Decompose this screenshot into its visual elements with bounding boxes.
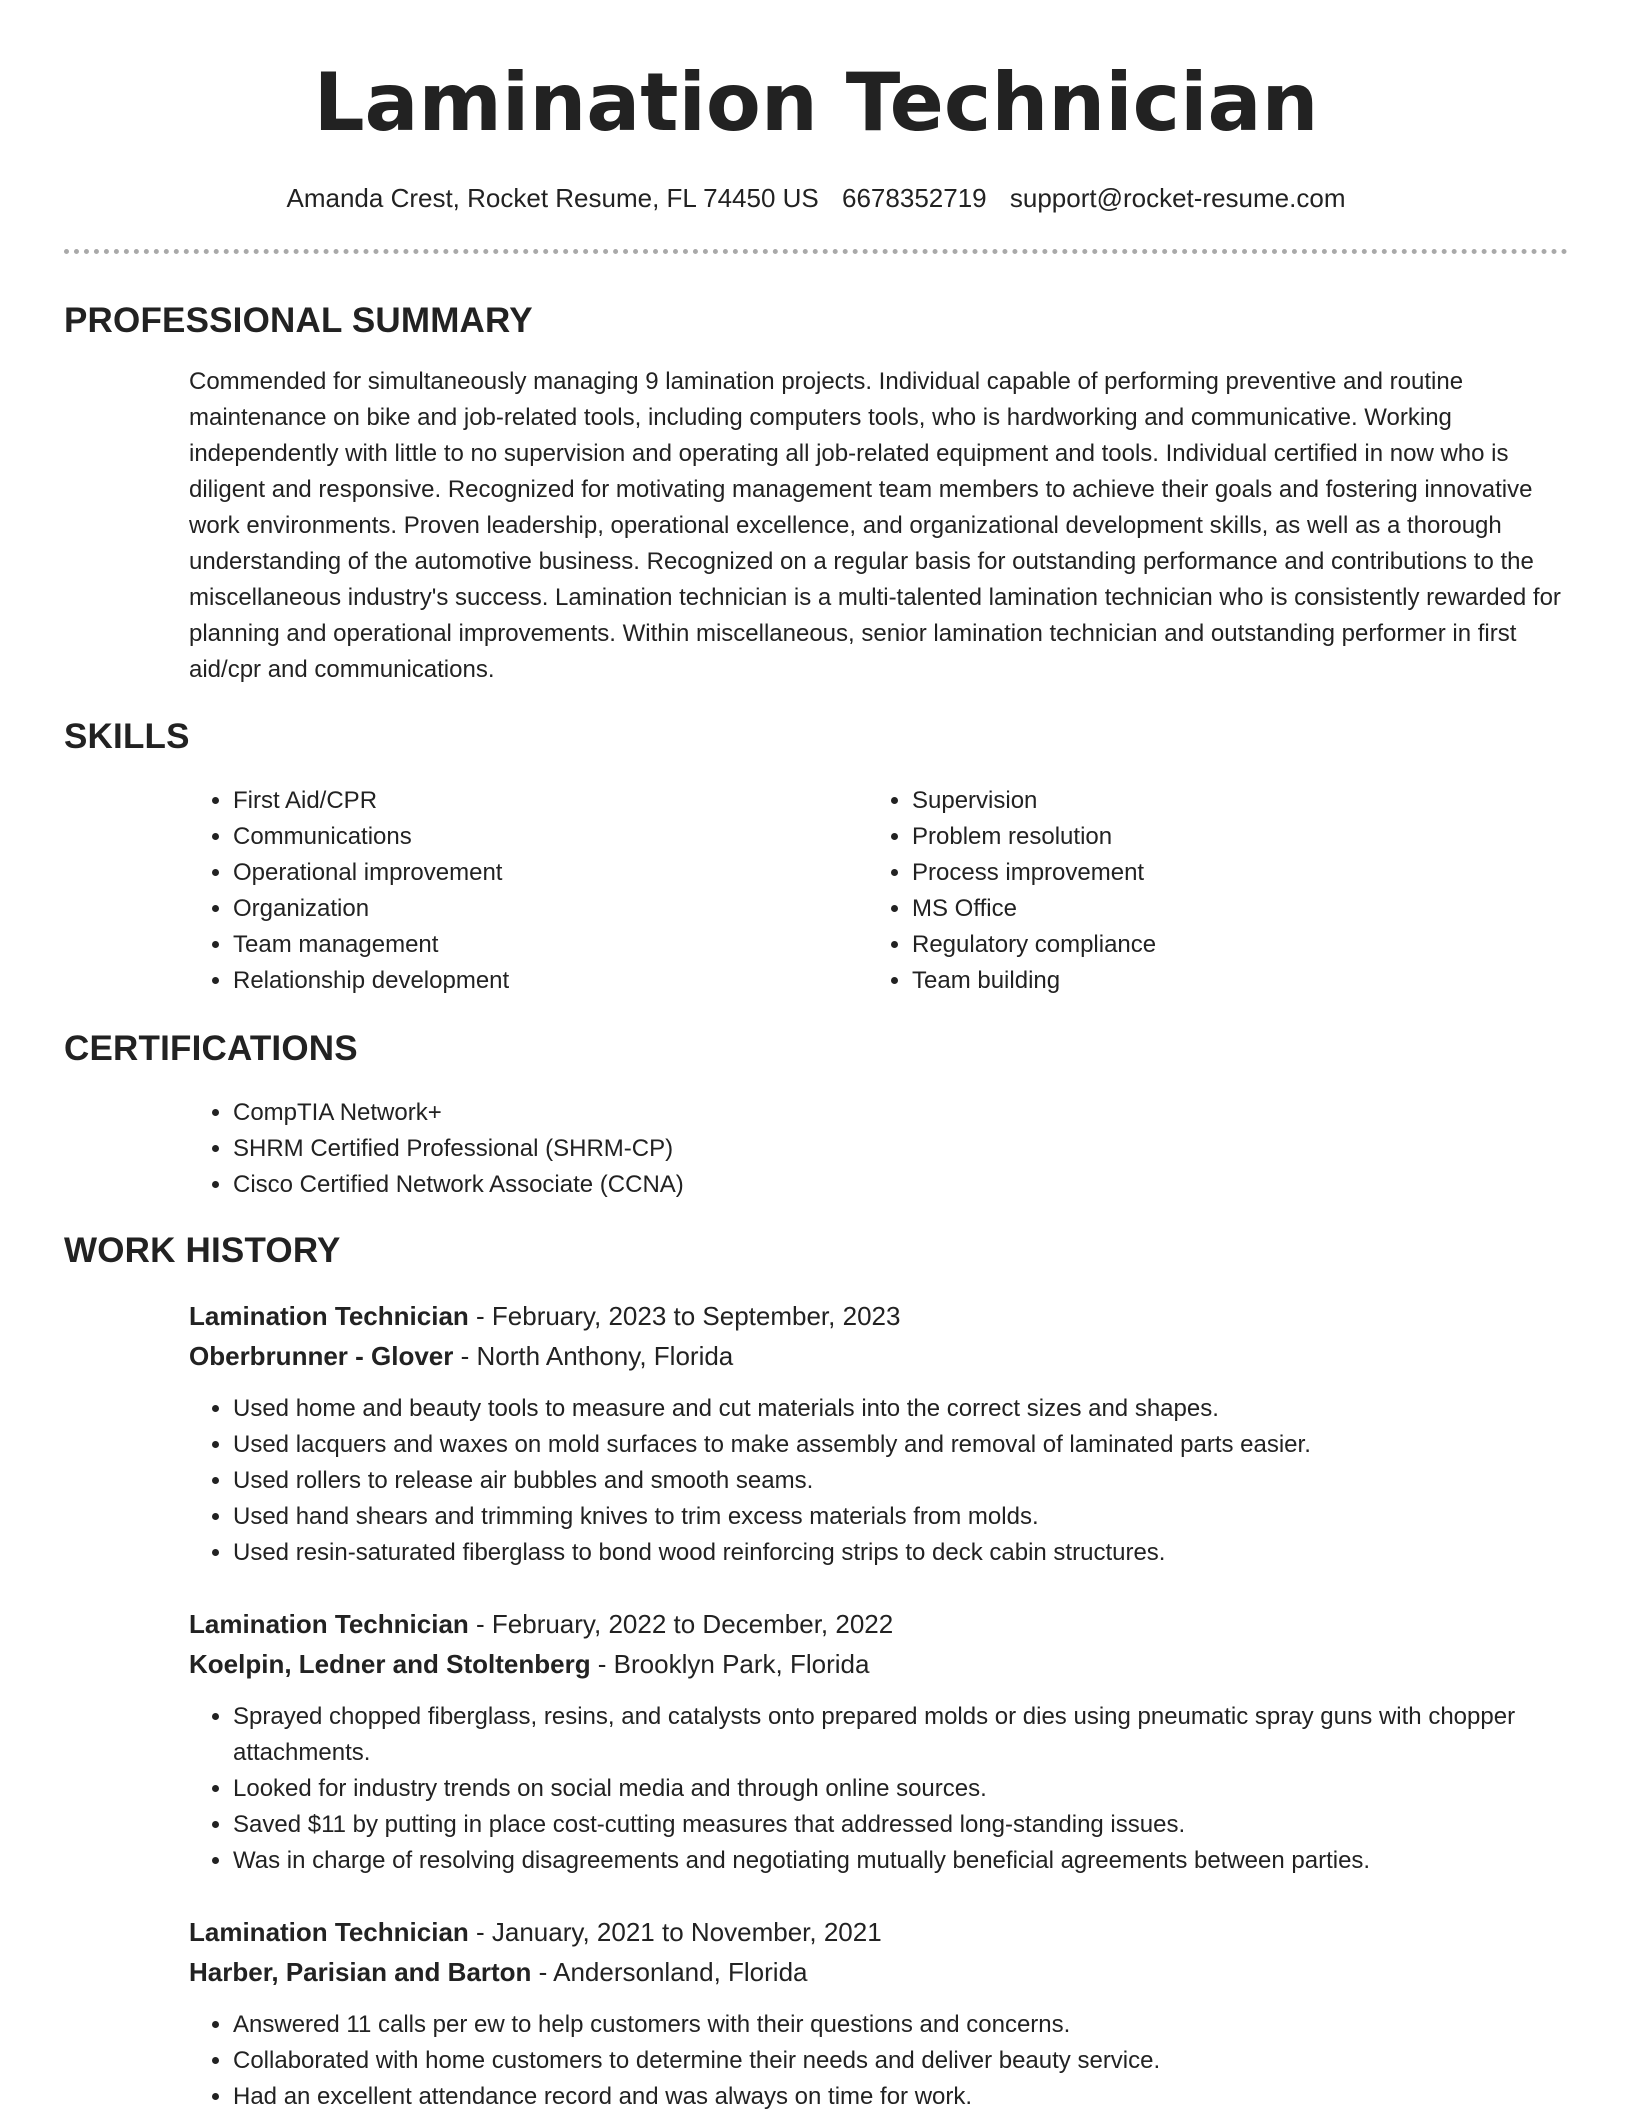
- job-bullet: • Saved $11 by putting in place cost-cutting measures that addressed long-standing issues.: [233, 1807, 1613, 1843]
- job-company: Koelpin, Ledner and Stoltenberg: [189, 1649, 591, 1679]
- job-bullet: • Collaborated with home customers to determine their needs and deliver beauty service.: [233, 2043, 1613, 2079]
- job-bullet: • Sprayed chopped fiberglass, resins, and catalysts onto prepared molds or dies using pneumatic spray guns with chopper attachments.: [233, 1699, 1613, 1771]
- certifications-list: [189, 1095, 1533, 1203]
- job-bullets: [189, 1391, 1613, 1571]
- job-bullet: • Was in charge of resolving disagreements and negotiating mutually beneficial agreements between parties.: [233, 1843, 1613, 1879]
- job-title: Lamination Technician: [189, 1609, 469, 1639]
- skill-item: • Relationship development: [233, 963, 853, 999]
- skill-item: • Team management: [233, 927, 853, 963]
- job-title-line: [189, 1604, 893, 1644]
- skill-item: • Communications: [233, 819, 853, 855]
- skill-item: • Process improvement: [912, 855, 1532, 891]
- job-company-line: [189, 1644, 869, 1684]
- job-bullet: • Used rollers to release air bubbles and smooth seams.: [233, 1463, 1613, 1499]
- job-title-line: [189, 1296, 900, 1336]
- job-dates: - January, 2021 to November, 2021: [468, 1917, 882, 1947]
- job-company-line: [189, 1952, 808, 1992]
- job-bullet: • Used hand shears and trimming knives to trim excess materials from molds.: [233, 1499, 1613, 1535]
- certification-item: • CompTIA Network+: [233, 1095, 1533, 1131]
- job-bullet: • Used home and beauty tools to measure and cut materials into the correct sizes and shapes.: [233, 1391, 1613, 1427]
- job-dates: - February, 2023 to September, 2023: [468, 1301, 901, 1331]
- contact-line: [0, 178, 1632, 218]
- summary-heading: PROFESSIONAL SUMMARY: [64, 301, 533, 340]
- skill-item: • First Aid/CPR: [233, 783, 853, 819]
- contact-address: Amanda Crest, Rocket Resume, FL 74450 US: [286, 183, 819, 213]
- contact-phone: 6678352719: [842, 183, 987, 213]
- job-title: Lamination Technician: [189, 1301, 469, 1331]
- job-company: Oberbrunner - Glover: [189, 1341, 454, 1371]
- skill-item: • Team building: [912, 963, 1532, 999]
- header-divider: [64, 249, 1568, 254]
- job-company-line: [189, 1336, 733, 1376]
- job-bullet: • Answered 11 calls per ew to help customers with their questions and concerns.: [233, 2007, 1613, 2043]
- job-bullets: [189, 2007, 1613, 2115]
- skill-item: • Operational improvement: [233, 855, 853, 891]
- skill-item: • MS Office: [912, 891, 1532, 927]
- skills-heading: SKILLS: [64, 717, 190, 756]
- job-title: Lamination Technician: [189, 1917, 469, 1947]
- job-bullet: • Looked for industry trends on social media and through online sources.: [233, 1771, 1613, 1807]
- skill-item: • Supervision: [912, 783, 1532, 819]
- job-location: - Brooklyn Park, Florida: [590, 1649, 870, 1679]
- job-bullet: • Used lacquers and waxes on mold surfaces to make assembly and removal of laminated parts easier.: [233, 1427, 1613, 1463]
- job-dates: - February, 2022 to December, 2022: [468, 1609, 894, 1639]
- contact-email: support@rocket-resume.com: [1009, 183, 1346, 213]
- certifications-heading: CERTIFICATIONS: [64, 1029, 358, 1068]
- job-company: Harber, Parisian and Barton: [189, 1957, 532, 1987]
- skills-list-left: [189, 783, 853, 999]
- summary-text: Commended for simultaneously managing 9 lamination projects. Individual capable of performing preventive and routine maintenance on bike and job-related tools, including computers tools, who is hardworking and communicative. Working independently with little to no supervision and operating all job-related equipment and tools. Individual certified in now who is diligent and responsive. Recognized for motivating management team members to achieve their goals and fostering innovative work environments. Proven leadership, operational excellence, and organizational development skills, as well as a thorough understanding of the automotive business. Recognized on a regular basis for outstanding performance and contributions to the miscellaneous industry's success. Lamination technician is a multi-talented lamination technician who is consistently rewarded for planning and operational improvements. Within miscellaneous, senior lamination technician and outstanding performer in first aid/cpr and communications.: [189, 368, 1561, 683]
- resume-title: Lamination Technician: [313, 56, 1319, 149]
- work-history-heading: WORK HISTORY: [64, 1231, 341, 1270]
- job-title-line: [189, 1912, 882, 1952]
- skills-list-right: [868, 783, 1532, 999]
- certification-item: • Cisco Certified Network Associate (CCNA): [233, 1167, 1533, 1203]
- skill-item: • Problem resolution: [912, 819, 1532, 855]
- skill-item: • Organization: [233, 891, 853, 927]
- job-location: - Andersonland, Florida: [531, 1957, 808, 1987]
- job-bullets: [189, 1699, 1613, 1879]
- job-location: - North Anthony, Florida: [453, 1341, 734, 1371]
- job-bullet: • Used resin-saturated fiberglass to bond wood reinforcing strips to deck cabin structures.: [233, 1535, 1613, 1571]
- certification-item: • SHRM Certified Professional (SHRM-CP): [233, 1131, 1533, 1167]
- job-bullet: • Had an excellent attendance record and was always on time for work.: [233, 2079, 1613, 2115]
- skill-item: • Regulatory compliance: [912, 927, 1532, 963]
